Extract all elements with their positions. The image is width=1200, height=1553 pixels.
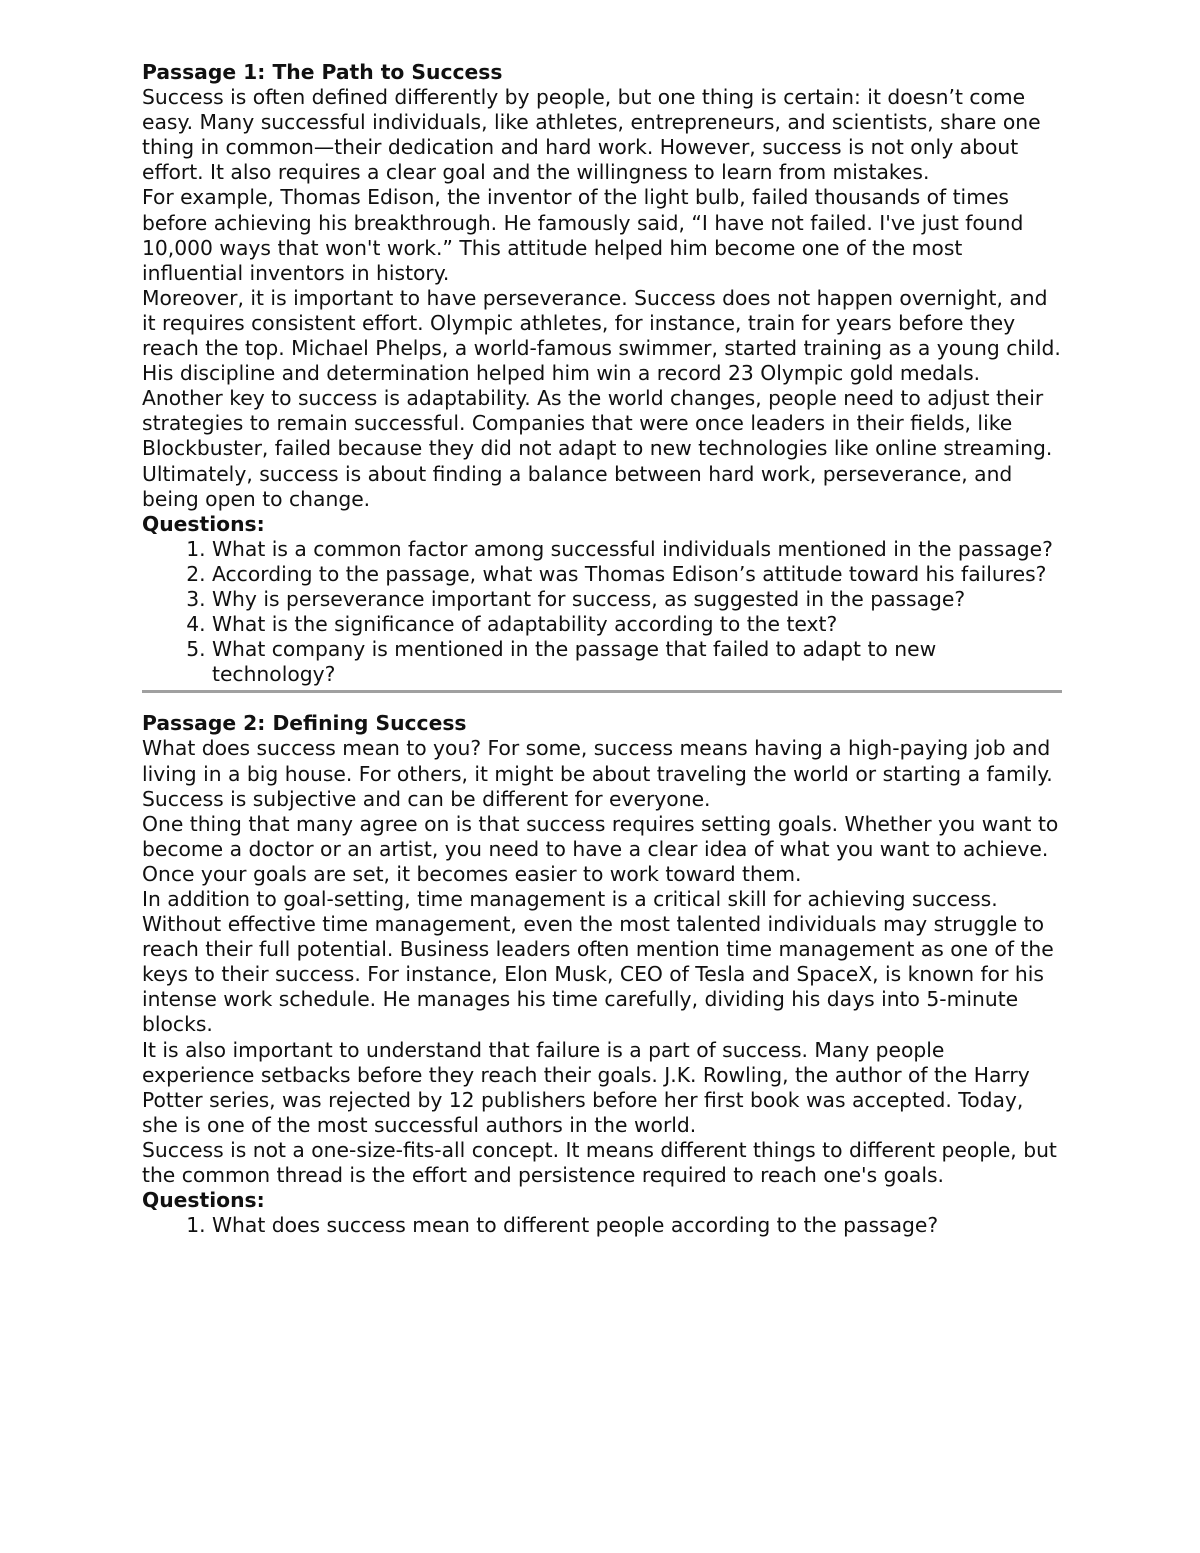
passage-2-paragraph-5: Success is not a one-size-fits-all concept. It means different things to different people, but the common thread is the effort and persistence required to reach one's goals. [142, 1137, 1057, 1188]
horizontal-divider [142, 690, 1062, 693]
question-item: 5. What company is mentioned in the passage that failed to adapt to new technology? [212, 637, 1062, 687]
passage-1-paragraph-4: Another key to success is adaptability. As the world changes, people need to adjust their strategies to remain successful. Companies that were once leaders in their fields, like Blockbuster, failed because they did not adapt to new technologies like online streaming. [142, 386, 1053, 461]
passage-1-paragraph-3: Moreover, it is important to have perseverance. Success does not happen overnight, and it requires consistent effort. Olympic athletes, for instance, train for years before they reach the top. Michael Phelps, a world-famous swimmer, started training as a young child. His discipline and determination helped him win a record 23 Olympic gold medals. [142, 285, 1061, 386]
passage-2-questions-heading: Questions: [142, 1188, 265, 1213]
question-item: 4. What is the significance of adaptability according to the text? [212, 612, 1062, 637]
document-page [142, 60, 1062, 1238]
question-item: 1. What is a common factor among successful individuals mentioned in the passage? [212, 537, 1062, 562]
passage-2-paragraph-4: It is also important to understand that failure is a part of success. Many people experience setbacks before they reach their goals. J.K. Rowling, the author of the Harry Potter series, was rejected by 12 publishers before her first book was accepted. Today, she is one of the most successful authors in the world. [142, 1037, 1030, 1137]
passage-2-paragraph-3: In addition to goal-setting, time management is a critical skill for achieving success. Without effective time management, even the most talented individuals may struggle to reach their full potential. Business leaders often mention time management as one of the keys to their success. For instance, Elon Musk, CEO of Tesla and SpaceX, is known for his intense work schedule. He manages his time carefully, dividing his days into 5-minute blocks. [142, 887, 1054, 1037]
passage-2-paragraph-1: What does success mean to you? For some, success means having a high-paying job and living in a big house. For others, it might be about traveling the world or starting a family. Success is subjective and can be different for everyone. [142, 736, 1053, 811]
passage-1-title: Passage 1: The Path to Success [142, 60, 503, 84]
question-item: 1. What does success mean to different people according to the passage? [212, 1213, 1062, 1238]
question-item: 3. Why is perseverance important for success, as suggested in the passage? [212, 587, 1062, 612]
passage-2-title: Passage 2: Defining Success [142, 711, 467, 736]
passage-1-paragraph-2: For example, Thomas Edison, the inventor of the light bulb, failed thousands of times before achieving his breakthrough. He famously said, “I have not failed. I've just found 10,000 ways that won't work.” This attitude helped him become one of the most influential inventors in history. [142, 185, 1024, 285]
passage-2-paragraph-2: One thing that many agree on is that success requires setting goals. Whether you want to become a doctor or an artist, you need to have a clear idea of what you want to achieve. Once your goals are set, it becomes easier to work toward them. [142, 811, 1059, 886]
passage-2 [142, 711, 1062, 1238]
passage-1 [142, 60, 1062, 687]
passage-1-questions-heading: Questions: [142, 511, 265, 536]
question-item: 2. According to the passage, what was Thomas Edison’s attitude toward his failures? [212, 562, 1062, 587]
passage-1-question-list [142, 537, 1062, 688]
passage-1-paragraph-5: Ultimately, success is about finding a balance between hard work, perseverance, and being open to change. [142, 461, 1013, 511]
passage-1-paragraph-1: Success is often defined differently by people, but one thing is certain: it doesn’t come easy. Many successful individuals, like athletes, entrepreneurs, and scientists, share one thing in common—their dedication and hard work. However, success is not only about effort. It also requires a clear goal and the willingness to learn from mistakes. [142, 85, 1041, 185]
passage-2-question-list [142, 1213, 1062, 1238]
